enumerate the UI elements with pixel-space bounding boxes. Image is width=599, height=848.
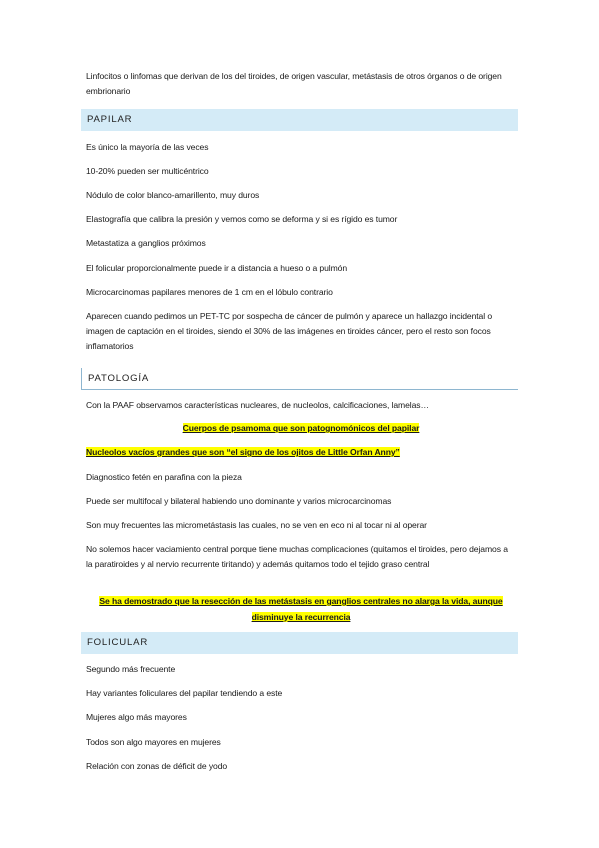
patologia-item: Son muy frecuentes las micrometástasis las cuales, no se ven en eco ni al tocar ni al operar — [86, 520, 427, 530]
papilar-item: Elastografía que calibra la presión y vemos como se deforma y si es rígido es tumor — [86, 214, 398, 224]
folicular-item: Todos son algo mayores en mujeres — [86, 737, 221, 747]
papilar-item: Aparecen cuando pedimos un PET-TC por sospecha de cáncer de pulmón y aparece un hallazgo incidental o imagen de captación en el tiroides, siendo el 30% de las imágenes en tiroides cáncer, pero el resto son focos inflamatorios — [86, 311, 493, 351]
papilar-item: 10-20% pueden ser multicéntrico — [86, 166, 209, 176]
intro-paragraph: Linfocitos o linfomas que derivan de los del tiroides, de origen vascular, metástasis de otros órganos o de origen embrionario — [86, 71, 502, 96]
patologia-item: Puede ser multifocal y bilateral habiendo uno dominante y varios microcarcinomas — [86, 496, 392, 506]
patologia-highlight — [86, 421, 516, 436]
papilar-item: El folicular proporcionalmente puede ir a distancia a hueso o a pulmón — [86, 263, 348, 273]
heading-folicular: FOLICULAR — [81, 632, 518, 654]
highlighted-text: Nucleolos vacíos grandes que son “el signo de los ojitos de Little Orfan Anny” — [86, 447, 400, 457]
patologia-item: Con la PAAF observamos características nucleares, de nucleolos, calcificaciones, lamelas… — [86, 400, 429, 410]
highlighted-text: Se ha demostrado que la resección de las metástasis en ganglios centrales no alarga la vida, aunque disminuye la recurrencia — [99, 596, 503, 622]
papilar-item: Metastatiza a ganglios próximos — [86, 238, 206, 248]
patologia-item: Diagnostico fetén en parafina con la pieza — [86, 472, 242, 482]
patologia-highlight — [86, 594, 516, 625]
folicular-item: Hay variantes foliculares del papilar tendiendo a este — [86, 688, 283, 698]
papilar-item: Es único la mayoría de las veces — [86, 142, 209, 152]
highlighted-text: Cuerpos de psamoma que son patognomónicos del papilar — [182, 423, 420, 433]
papilar-item: Microcarcinomas papilares menores de 1 cm en el lóbulo contrario — [86, 287, 333, 297]
patologia-item: No solemos hacer vaciamiento central porque tiene muchas complicaciones (quitamos el tiroides, pero dejamos a la paratiroides y al nervio recurrente tiritando) y además quitamos todo el tejido graso central — [86, 544, 508, 569]
papilar-item: Nódulo de color blanco-amarillento, muy duros — [86, 190, 260, 200]
heading-patologia: PATOLOGÍA — [81, 368, 518, 390]
patologia-highlight — [86, 445, 516, 460]
folicular-item: Mujeres algo más mayores — [86, 712, 187, 722]
folicular-item: Relación con zonas de déficit de yodo — [86, 761, 228, 771]
heading-papilar: PAPILAR — [81, 109, 518, 131]
folicular-item: Segundo más frecuente — [86, 664, 176, 674]
